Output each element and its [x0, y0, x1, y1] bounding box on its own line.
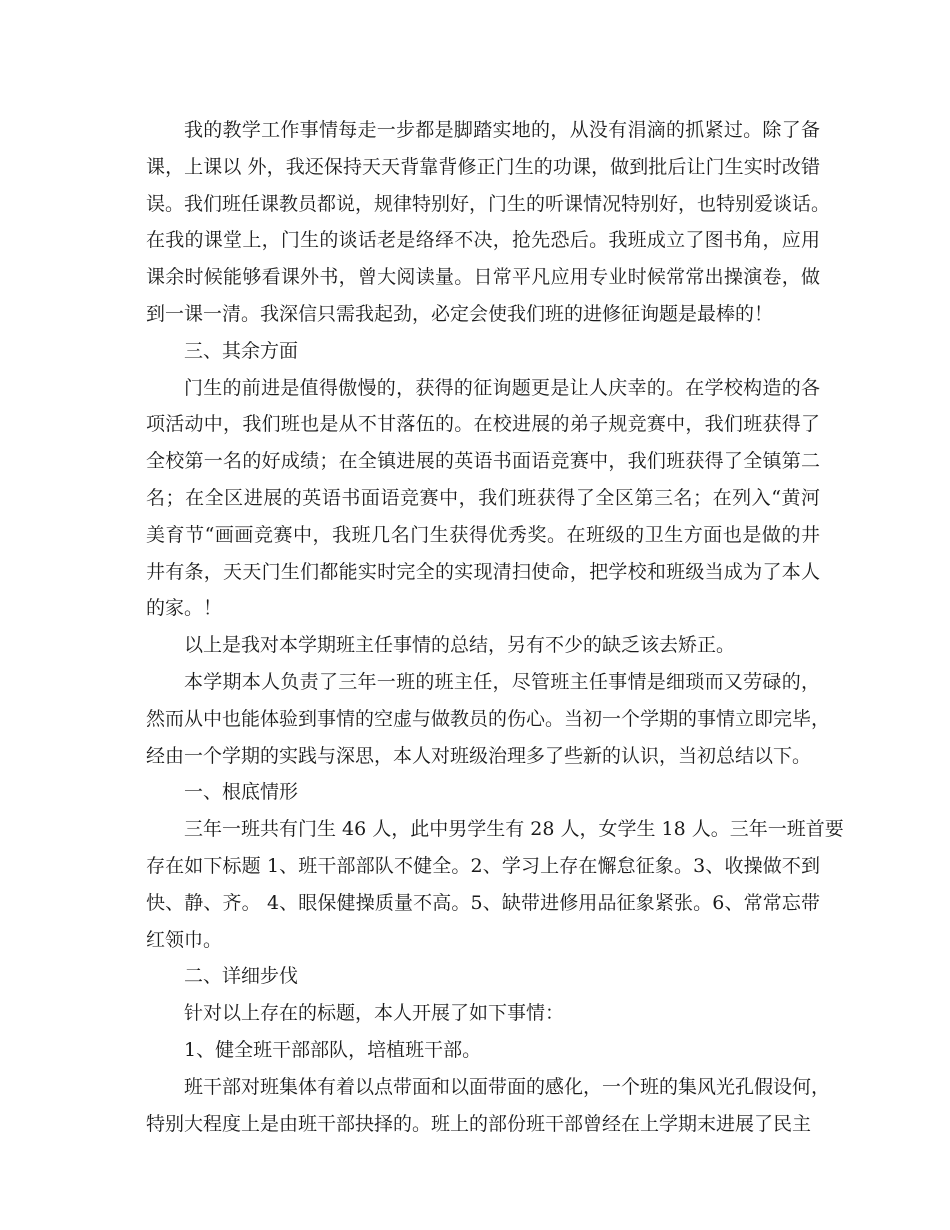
text-line: 我的教学工作事情每走一步都是脚踏实地的，从没有涓滴的抓紧过。除了备 [184, 119, 820, 141]
text-line: 一、根底情形 [184, 781, 299, 804]
text-line: 经由一个学期的实践与深思，本人对班级治理多了些新的认识，当初总结以下。 [146, 744, 812, 767]
text-line: 三、其余方面 [184, 339, 299, 362]
text-line: 二、详细步伐 [184, 965, 299, 988]
text-line: 存在如下标题 1、班干部部队不健全。2、学习上存在懈怠征象。3、收操做不到 [146, 854, 820, 877]
text-line: 误。我们班任课教员都说，规律特别好，门生的听课情况特别好，也特别爱谈话。 [146, 192, 831, 215]
text-line: 针对以上存在的标题，本人开展了如下事情： [184, 1002, 565, 1025]
text-line: 班干部对班集体有着以点带面和以面带面的感化，一个班的集风光孔假设何， [184, 1075, 831, 1098]
text-line: 门生的前进是值得傲慢的，获得的征询题更是让人庆幸的。在学校构造的各 [184, 376, 820, 399]
text-line: 三年一班共有门生 46 人，此中男学生有 28 人，女学生 18 人。三年一班首要 [184, 818, 844, 841]
text-line: 名；在全区进展的英语书面语竞赛中，我们班获得了全区第三名；在列入“黄河 [146, 486, 820, 509]
text-line: 课余时候能够看课外书，曾大阅读量。日常平凡应用专业时候常常出操演卷，做 [146, 266, 820, 289]
text-line: 快、静、齐。 4、眼保健操质量不高。5、缺带进修用品征象紧张。6、常常忘带 [146, 891, 820, 914]
text-line: 项活动中，我们班也是从不甘落伍的。在校进展的弟子规竞赛中，我们班获得了 [146, 413, 820, 436]
text-line: 到一课一清。我深信只需我起劲，必定会使我们班的进修征询题是最棒的！ [146, 302, 774, 325]
text-line: 美育节“画画竞赛中，我班几名门生获得优秀奖。在班级的卫生方面也是做的井 [146, 523, 820, 546]
document-body [146, 112, 844, 1142]
text-line: 井有条，天天门生们都能实时完全的实现清扫使命，把学校和班级当成为了本人 [146, 560, 820, 583]
text-line: 以上是我对本学期班主任事情的总结，另有不少的缺乏该去矫正。 [184, 634, 736, 657]
text-line: 课，上课以 外，我还保持天天背靠背修正门生的功课，做到批后让门生实时改错 [146, 155, 820, 178]
text-line: 本学期本人负责了三年一班的班主任，尽管班主任事情是细琐而又劳碌的， [184, 670, 820, 693]
text-line: 然而从中也能体验到事情的空虚与做教员的伤心。当初一个学期的事情立即完毕， [146, 707, 831, 730]
text-line: 全校第一名的好成绩；在全镇进展的英语书面语竞赛中，我们班获得了全镇第二 [146, 450, 820, 473]
text-line: 1、健全班干部部队，培植班干部。 [184, 1038, 482, 1061]
text-line: 特别大程度上是由班干部抉择的。班上的部份班干部曾经在上学期末进展了民主 [146, 1112, 812, 1135]
text-line: 红领巾。 [146, 928, 223, 951]
text-line: 在我的课堂上，门生的谈话老是络绎不决，抢先恐后。我班成立了图书角，应用 [146, 229, 820, 252]
text-line: 的家。！ [146, 597, 223, 620]
